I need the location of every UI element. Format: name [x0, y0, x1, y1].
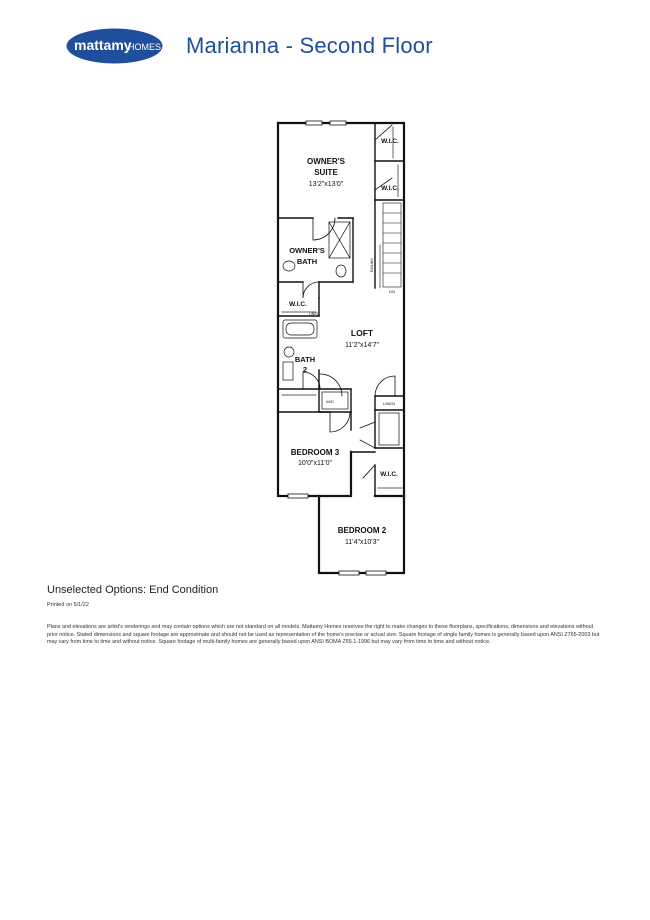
stair-down-label: DN	[389, 289, 395, 294]
interior-walls	[278, 123, 404, 496]
doors	[303, 125, 395, 478]
wic-bottom-label: W.I.C.	[380, 471, 398, 478]
loft-label: LOFT	[350, 328, 374, 338]
wic-middle-label: W.I.C.	[381, 185, 399, 192]
staircase	[380, 203, 401, 288]
bedroom2-dims: 11'4"x10'3"	[345, 539, 379, 546]
printed-date: Printed on 5/1/22	[47, 602, 89, 608]
bedroom3-dims: 10'0"x11'0"	[298, 460, 332, 467]
logo-main-text: mattamy	[74, 37, 132, 53]
unselected-options-text: Unselected Options: End Condition	[47, 584, 219, 596]
owners-suite-label-1: OWNER'S	[307, 157, 345, 166]
bedroom2-label: BEDROOM 2	[337, 526, 387, 535]
owners-suite-label-2: SUITE	[314, 168, 338, 177]
wic-top-label: W.I.C.	[381, 138, 399, 145]
logo-sub-text: HOMES	[128, 42, 162, 52]
wic-left-label: W.I.C.	[289, 301, 307, 308]
owners-bath-label-2: BATH	[296, 257, 318, 266]
disclaimer-text: Plans and elevations are artist's renderings and may contain options which are not standard on all models. Mattamy Homes reserves the right to make changes to these floorplans, specifications, dimensions and elevations without prior notice. Stated dimensions and square footage are approximate and should not be used as representation of the home's precise or actual size. Square footage of single family homes is generally based upon ANSI Z765-2003 but may vary from time to time and without notice. Square footage of multi-family homes are generally based upon ANSI BOMA Z65.1-1996 but may vary from time to time and without notice.	[47, 624, 600, 646]
linen-left-label: LINEN	[308, 312, 320, 316]
bath2-label-1: BATH	[294, 355, 316, 364]
washer-dryer-label: W/D	[326, 399, 334, 404]
bedroom3-label: BEDROOM 3	[290, 448, 340, 457]
linen-right-label: LINEN	[383, 401, 395, 406]
owners-bath-label-1: OWNER'S	[289, 246, 325, 255]
stair-railing-label: RAILING	[370, 257, 374, 273]
room-labels	[289, 138, 399, 546]
bath2-label-2: 2	[302, 365, 308, 374]
loft-dims: 11'2"x14'7"	[345, 342, 379, 349]
owners-suite-dims: 13'2"x13'0"	[308, 181, 344, 188]
page-title: Marianna - Second Floor	[186, 33, 433, 58]
